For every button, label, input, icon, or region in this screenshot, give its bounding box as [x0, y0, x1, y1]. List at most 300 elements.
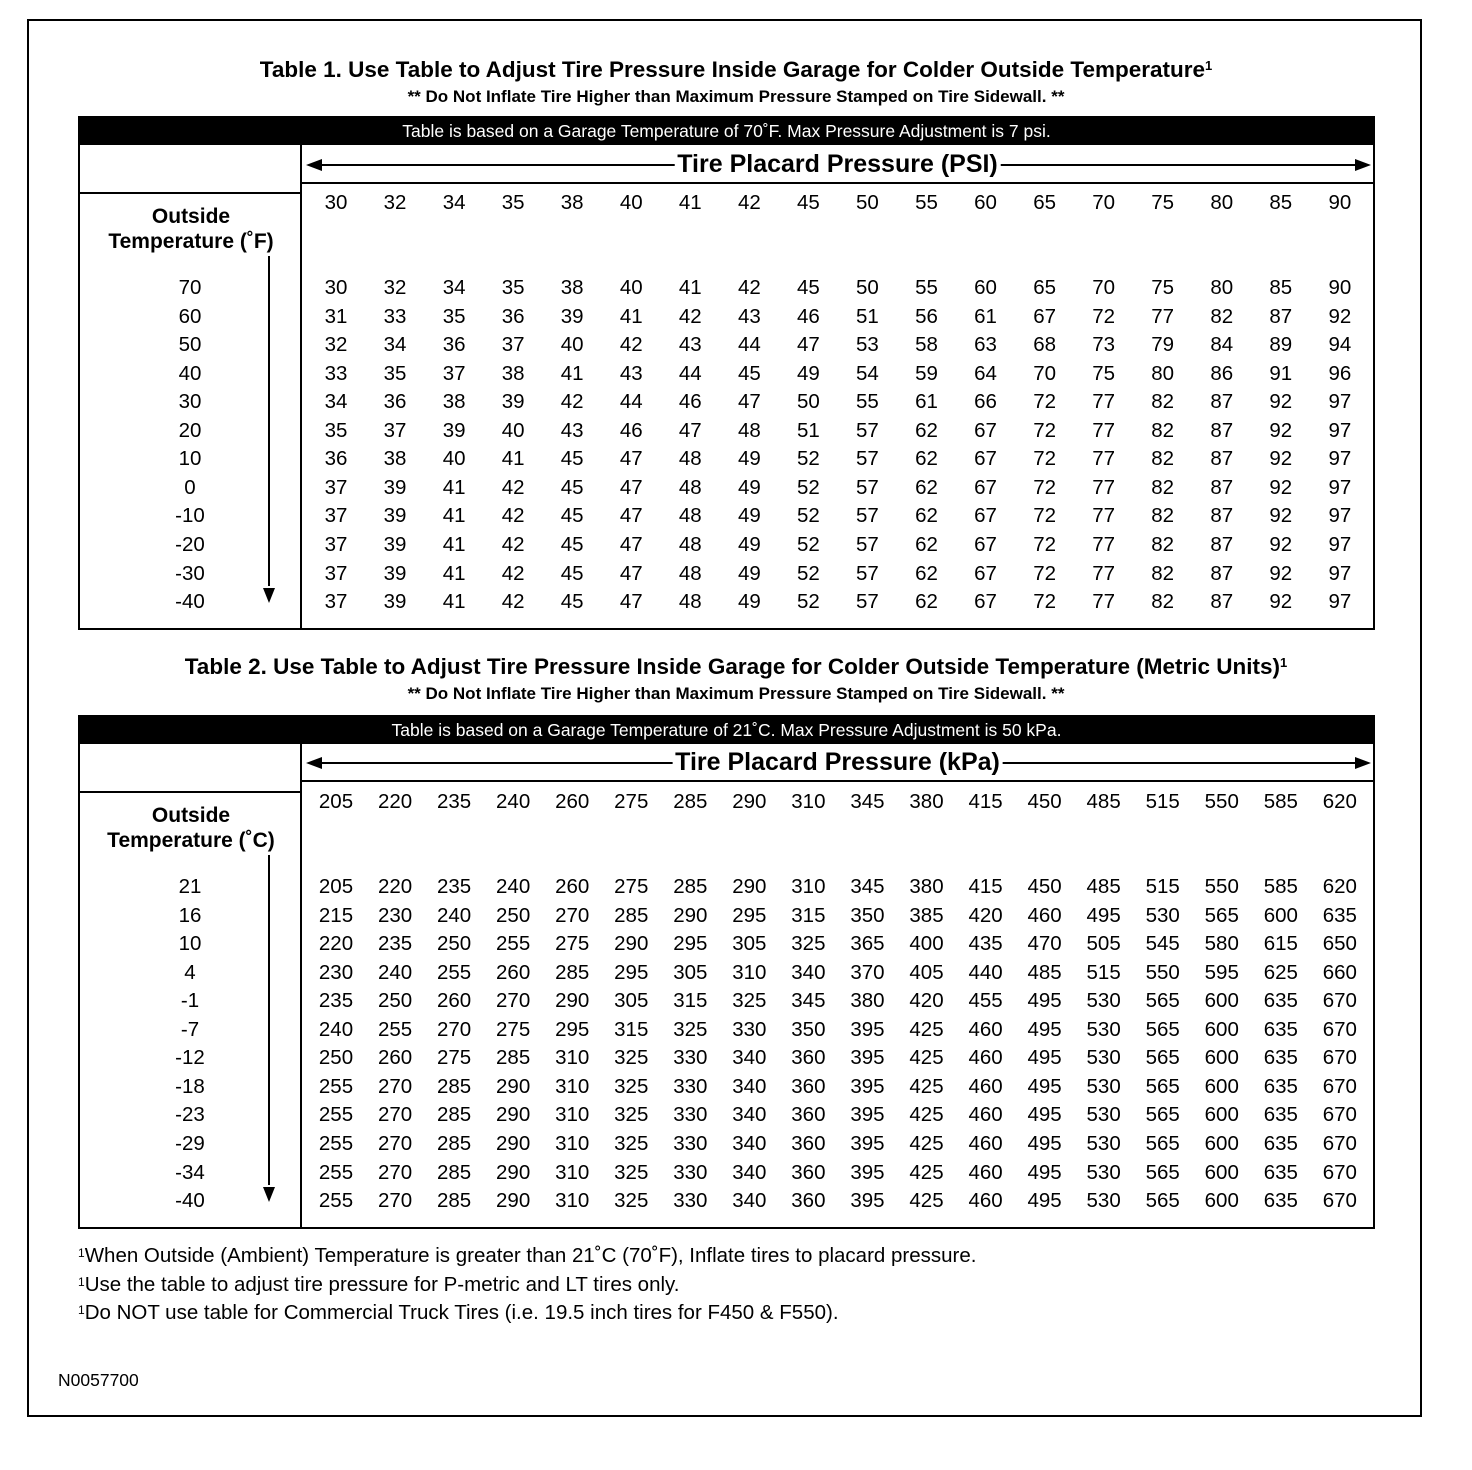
- table2-pressure-cell: 495: [1027, 1103, 1062, 1127]
- table2-pressure-cell: 600: [1204, 1074, 1239, 1098]
- table2-temperature-cell: -1: [180, 989, 200, 1013]
- table1-pressure-cell: 91: [1269, 361, 1293, 385]
- table1-pressure-cell: 92: [1269, 532, 1293, 556]
- table2-column-header: 275: [614, 790, 649, 813]
- table1-pressure-cell: 37: [501, 333, 525, 357]
- table1-pressure-cell: 30: [324, 276, 348, 299]
- table2-column-header: 260: [555, 790, 590, 813]
- table1-pressure-cell: 72: [1092, 304, 1116, 328]
- table2-pressure-cell: 340: [732, 1189, 767, 1213]
- table2-pressure-cell: 395: [850, 1017, 885, 1041]
- table1-pressure-cell: 97: [1328, 590, 1352, 614]
- table2-pressure-cell: 270: [377, 1189, 413, 1213]
- table2-pressure-cell: 255: [377, 1017, 413, 1041]
- table2-pressure-cell: 440: [968, 960, 1003, 984]
- table2-pressure-cell: 330: [673, 1074, 708, 1098]
- table1-title-footnote-mark: 1: [1205, 58, 1213, 73]
- table2-pressure-cell: 450: [1027, 875, 1062, 898]
- down-arrow-line: [268, 855, 270, 1185]
- table2-pressure-cell: 495: [1027, 1160, 1062, 1184]
- table1-temperature-cell: 20: [178, 418, 202, 442]
- table2-column-header: 205: [318, 790, 354, 813]
- table2-pressure-cell: 295: [614, 960, 649, 984]
- table2-pressure-cell: 250: [377, 989, 413, 1013]
- table2-pressure-cell: 550: [1145, 960, 1180, 984]
- table1-pressure-cell: 49: [737, 590, 761, 614]
- table1-pressure-cell: 50: [796, 390, 820, 414]
- table1: [78, 116, 1375, 630]
- table1-pressure-cell: 92: [1269, 447, 1293, 471]
- table1-pressure-cell: 35: [383, 361, 407, 385]
- table1-banner: Table is based on a Garage Temperature of 70˚F. Max Pressure Adjustment is 7 psi.: [80, 118, 1373, 145]
- table2-pressure-cell: 600: [1204, 1046, 1239, 1070]
- table1-pressure-cell: 45: [796, 276, 820, 299]
- table2-pressure-cell: 260: [377, 1046, 413, 1070]
- table2-pressure-cell: 350: [791, 1017, 826, 1041]
- table1-pressure-cell: 87: [1210, 418, 1234, 442]
- table1-pressure-cell: 51: [796, 418, 820, 442]
- table2-pressure-cell: 295: [673, 932, 708, 956]
- footnote-3-text: Do NOT use table for Commercial Truck Tires (i.e. 19.5 inch tires for F450 & F550).: [84, 1301, 839, 1324]
- table1-pressure-cell: 97: [1328, 390, 1352, 414]
- table2-pressure-cell: 550: [1204, 875, 1239, 898]
- table2-pressure-cell: 230: [318, 960, 354, 984]
- table2-pressure-cell: 340: [732, 1103, 767, 1127]
- table1-pressure-cell: 87: [1210, 561, 1234, 585]
- table1-pressure-cell: 52: [796, 532, 820, 556]
- table2-pressure-cell: 205: [318, 875, 354, 898]
- table1-pressure-cell: 65: [1033, 276, 1056, 299]
- table2-pressure-cell: 330: [673, 1160, 708, 1184]
- table1-pressure-cell: 38: [560, 276, 584, 299]
- table1-pressure-cell: 64: [974, 361, 997, 385]
- table2-pressure-cell: 395: [850, 1131, 885, 1155]
- table1-pressure-cell: 97: [1328, 475, 1352, 499]
- footnote-1-text: When Outside (Ambient) Temperature is greater than 21˚C (70˚F), Inflate tires to placard pressure.: [84, 1244, 977, 1267]
- table1-pressure-cell: 77: [1092, 504, 1116, 528]
- table2-pressure-cell: 325: [732, 989, 767, 1013]
- table1-column-header: 42: [737, 191, 761, 214]
- table1-pressure-cell: 43: [560, 418, 584, 442]
- table1-pressure-cell: 41: [442, 475, 466, 499]
- table2-column-header: 345: [850, 790, 885, 813]
- table2-pressure-cell: 600: [1204, 1103, 1239, 1127]
- table2-pressure-cell: 270: [555, 903, 590, 927]
- footnote-2-mark: 1: [78, 1275, 85, 1289]
- table2-pressure-cell: 635: [1263, 1017, 1298, 1041]
- table2-pressure-cell: 395: [850, 1074, 885, 1098]
- table2-pressure-cell: 350: [850, 903, 885, 927]
- table1-pressure-cell: 55: [915, 276, 938, 299]
- table1-pressure-cell: 92: [1328, 304, 1352, 328]
- table1-pressure-cell: 87: [1210, 532, 1234, 556]
- table1-temperature-cell: 40: [178, 361, 202, 385]
- table1-pressure-cell: 46: [619, 418, 643, 442]
- table2-pressure-cell: 255: [318, 1189, 354, 1213]
- table1-pressure-cell: 46: [796, 304, 820, 328]
- table1-column-header: 40: [619, 191, 643, 214]
- table1-pressure-cell: 40: [442, 447, 466, 471]
- table2-pressure-cell: 330: [673, 1189, 708, 1213]
- table2-temperature-cell: 10: [178, 932, 202, 956]
- table1-pressure-cell: 39: [442, 418, 466, 442]
- table2-pressure-cell: 240: [436, 903, 472, 927]
- table1-pressure-cell: 42: [501, 590, 525, 614]
- table2-pressure-cell: 330: [732, 1017, 767, 1041]
- table2-pressure-cell: 285: [673, 875, 708, 898]
- table1-pressure-cell: 56: [915, 304, 938, 328]
- table2-pressure-cell: 405: [909, 960, 944, 984]
- table1-pressure-cell: 41: [442, 504, 466, 528]
- table2-pressure-cell: 530: [1145, 903, 1180, 927]
- table2-pressure-cell: 670: [1322, 1160, 1357, 1184]
- table2-pressure-cell: 275: [496, 1017, 531, 1041]
- table2-column-header: 550: [1204, 790, 1239, 813]
- table1-pressure-cell: 55: [856, 390, 879, 414]
- table2-pressure-cell: 485: [1086, 875, 1121, 898]
- table2-row-header-line2: Temperature (˚C): [107, 829, 275, 852]
- table2-pressure-cell: 255: [318, 1103, 354, 1127]
- table1-pressure-cell: 35: [501, 276, 525, 299]
- table1-temperature-cell: 50: [178, 333, 202, 357]
- table2-pressure-cell: 305: [732, 932, 767, 956]
- table2-pressure-cell: 395: [850, 1160, 885, 1184]
- table2-pressure-cell: 330: [673, 1131, 708, 1155]
- table1-pressure-cell: 37: [324, 590, 348, 614]
- table1-pressure-cell: 40: [501, 418, 525, 442]
- table1-pressure-cell: 42: [678, 304, 702, 328]
- table1-temperature-cell: 0: [184, 475, 196, 499]
- table1-pressure-cell: 48: [678, 504, 702, 528]
- table1-temperature-cell: -20: [175, 532, 205, 556]
- table1-pressure-cell: 45: [560, 504, 584, 528]
- table1-pressure-cell: 45: [560, 561, 584, 585]
- table2-pressure-cell: 330: [673, 1103, 708, 1127]
- table2-pressure-cell: 360: [791, 1103, 826, 1127]
- table2-pressure-cell: 275: [436, 1046, 472, 1070]
- table2-pressure-cell: 415: [968, 875, 1003, 898]
- table2-pressure-cell: 285: [555, 960, 590, 984]
- table1-pressure-cell: 39: [383, 475, 407, 499]
- table1-pressure-cell: 87: [1210, 590, 1234, 614]
- table1-pressure-cell: 48: [737, 418, 761, 442]
- table2-pressure-cell: 420: [909, 989, 944, 1013]
- table1-pressure-cell: 34: [442, 276, 466, 299]
- table2-column-header: 310: [791, 790, 826, 813]
- table2-pressure-cell: 530: [1086, 1103, 1121, 1127]
- table2-pressure-cell: 395: [850, 1103, 885, 1127]
- table1-pressure-cell: 92: [1269, 390, 1293, 414]
- table2-pressure-cell: 310: [555, 1103, 590, 1127]
- table2-pressure-cell: 260: [436, 989, 472, 1013]
- table1-pressure-cell: 72: [1033, 418, 1056, 442]
- table1-pressure-cell: 63: [974, 333, 997, 357]
- table1-pressure-cell: 97: [1328, 504, 1352, 528]
- table1-title: [0, 57, 1472, 83]
- table1-pressure-cell: 47: [737, 390, 761, 414]
- table1-pressure-cell: 47: [619, 532, 643, 556]
- table2-pressure-cell: 270: [377, 1074, 413, 1098]
- table2-pressure-cell: 425: [909, 1160, 944, 1184]
- table2-temperature-cell: -40: [175, 1189, 205, 1213]
- table1-pressure-cell: 31: [324, 304, 348, 328]
- table2-pressure-cell: 235: [436, 875, 472, 898]
- table2-title-text: Table 2. Use Table to Adjust Tire Pressure Inside Garage for Colder Outside Temperature (Metric Units): [184, 654, 1281, 679]
- table2-pressure-cell: 530: [1086, 989, 1121, 1013]
- table1-pressure-cell: 42: [619, 333, 643, 357]
- footnote-3: [78, 1301, 839, 1325]
- table2-pressure-cell: 360: [791, 1131, 826, 1155]
- table1-pressure-cell: 70: [1033, 361, 1056, 385]
- table2-pressure-cell: 600: [1204, 1131, 1239, 1155]
- table1-pressure-cell: 61: [915, 390, 938, 414]
- table2-pressure-cell: 565: [1145, 1046, 1180, 1070]
- table1-pressure-cell: 37: [324, 532, 348, 556]
- table2-pressure-cell: 425: [909, 1131, 944, 1155]
- table2-pressure-cell: 235: [318, 989, 354, 1013]
- table1-pressure-cell: 41: [442, 561, 466, 585]
- table1-pressure-cell: 77: [1092, 590, 1116, 614]
- table1-pressure-cell: 97: [1328, 561, 1352, 585]
- table2-pressure-cell: 400: [909, 932, 944, 956]
- table1-pressure-cell: 43: [737, 304, 761, 328]
- table1-pressure-cell: 39: [383, 532, 407, 556]
- table2-pressure-cell: 360: [791, 1189, 826, 1213]
- table2-pressure-cell: 340: [732, 1074, 767, 1098]
- table2-placard-header: [302, 745, 1373, 781]
- table1-column-header: 90: [1328, 191, 1352, 214]
- table1-pressure-cell: 37: [324, 475, 348, 499]
- table2-pressure-cell: 565: [1145, 1131, 1180, 1155]
- table1-pressure-cell: 39: [501, 390, 525, 414]
- table1-pressure-cell: 97: [1328, 447, 1352, 471]
- table2-column-header: 415: [968, 790, 1003, 813]
- down-arrow-line: [268, 256, 270, 586]
- table2-header-rule: [80, 791, 300, 793]
- table1-pressure-cell: 40: [619, 276, 643, 299]
- table2-pressure-cell: 635: [1263, 1046, 1298, 1070]
- table1-pressure-cell: 45: [560, 447, 584, 471]
- down-arrow-icon: [263, 1187, 275, 1202]
- table2-subtitle: ** Do Not Inflate Tire Higher than Maximum Pressure Stamped on Tire Sidewall. **: [407, 684, 1065, 703]
- table2-pressure-cell: 290: [555, 989, 590, 1013]
- table1-pressure-cell: 45: [737, 361, 761, 385]
- table1-title-text: Table 1. Use Table to Adjust Tire Pressure Inside Garage for Colder Outside Temperature: [259, 57, 1206, 82]
- table2-pressure-cell: 240: [496, 875, 531, 898]
- table1-column-header: 41: [678, 191, 702, 214]
- table1-pressure-cell: 82: [1210, 304, 1234, 328]
- table2-column-header: 585: [1263, 790, 1298, 813]
- table2-pressure-cell: 270: [377, 1103, 413, 1127]
- table2-pressure-cell: 470: [1027, 932, 1062, 956]
- table1-pressure-cell: 58: [915, 333, 938, 357]
- table2-pressure-cell: 460: [968, 1189, 1003, 1213]
- table2-pressure-cell: 530: [1086, 1046, 1121, 1070]
- table2-pressure-cell: 345: [791, 989, 826, 1013]
- table1-pressure-cell: 47: [619, 475, 643, 499]
- table1-temperature-cell: 30: [178, 390, 202, 414]
- table1-pressure-cell: 72: [1033, 475, 1056, 499]
- table2-pressure-cell: 600: [1204, 1189, 1239, 1213]
- table2-pressure-cell: 395: [850, 1189, 885, 1213]
- table2-column-header: 220: [377, 790, 413, 813]
- table1-pressure-cell: 36: [501, 304, 525, 328]
- table1-pressure-cell: 77: [1092, 532, 1116, 556]
- table2-pressure-cell: 615: [1263, 932, 1298, 956]
- table1-pressure-cell: 87: [1210, 447, 1234, 471]
- table1-pressure-cell: 82: [1151, 532, 1175, 556]
- table2-pressure-cell: 425: [909, 1046, 944, 1070]
- table2-pressure-cell: 325: [614, 1189, 649, 1213]
- table2-pressure-cell: 310: [555, 1189, 590, 1213]
- table1-pressure-cell: 62: [915, 475, 938, 499]
- table1-column-header: 60: [974, 191, 997, 214]
- table1-pressure-cell: 67: [974, 504, 997, 528]
- table1-pressure-cell: 87: [1210, 504, 1234, 528]
- table2-pressure-cell: 380: [850, 989, 885, 1013]
- table1-pressure-cell: 48: [678, 590, 702, 614]
- table2-pressure-cell: 285: [436, 1131, 472, 1155]
- table2-pressure-cell: 515: [1086, 960, 1121, 984]
- table2-temperature-cell: 16: [178, 903, 202, 927]
- table1-placard-header: [302, 147, 1373, 183]
- table1-pressure-cell: 40: [560, 333, 584, 357]
- table1-pressure-cell: 80: [1210, 276, 1234, 299]
- table2-pressure-cell: 395: [850, 1046, 885, 1070]
- table1-pressure-cell: 66: [974, 390, 997, 414]
- table1-pressure-cell: 42: [737, 276, 761, 299]
- table1-pressure-cell: 67: [974, 447, 997, 471]
- table1-pressure-cell: 45: [560, 532, 584, 556]
- table1-pressure-cell: 92: [1269, 590, 1293, 614]
- table2-pressure-cell: 530: [1086, 1189, 1121, 1213]
- table1-pressure-cell: 72: [1033, 447, 1056, 471]
- table2-pressure-cell: 360: [791, 1046, 826, 1070]
- table2-pressure-cell: 495: [1027, 1046, 1062, 1070]
- table2-pressure-cell: 360: [791, 1160, 826, 1184]
- table2-pressure-cell: 565: [1145, 1074, 1180, 1098]
- table2-pressure-cell: 515: [1145, 875, 1180, 898]
- table1-pressure-cell: 42: [560, 390, 584, 414]
- table2-pressure-cell: 670: [1322, 1189, 1357, 1213]
- table1-pressure-cell: 41: [501, 447, 525, 471]
- table2-pressure-cell: 285: [436, 1103, 472, 1127]
- table1-pressure-cell: 41: [442, 590, 466, 614]
- table2-pressure-cell: 670: [1322, 989, 1357, 1013]
- table1-pressure-cell: 49: [737, 447, 761, 471]
- table1-pressure-cell: 67: [974, 561, 997, 585]
- table2-column-header: 285: [673, 790, 708, 813]
- table2-pressure-cell: 290: [496, 1189, 531, 1213]
- table2-pressure-cell: 530: [1086, 1074, 1121, 1098]
- table2-pressure-cell: 315: [614, 1017, 649, 1041]
- table1-pressure-cell: 72: [1033, 504, 1056, 528]
- table2-pressure-cell: 495: [1027, 989, 1062, 1013]
- table2-pressure-cell: 600: [1204, 989, 1239, 1013]
- table1-row-header-line1: Outside: [151, 205, 231, 228]
- table1-placard-label: Tire Placard Pressure (PSI): [674, 148, 1001, 180]
- table1-pressure-cell: 96: [1328, 361, 1352, 385]
- table1-pressure-cell: 52: [796, 504, 820, 528]
- table2-pressure-cell: 285: [436, 1074, 472, 1098]
- table2-pressure-cell: 365: [850, 932, 885, 956]
- table2-column-header: 515: [1145, 790, 1180, 813]
- table2-pressure-cell: 530: [1086, 1131, 1121, 1155]
- table1-pressure-cell: 50: [856, 276, 879, 299]
- table1-subtitle: ** Do Not Inflate Tire Higher than Maximum Pressure Stamped on Tire Sidewall. **: [407, 87, 1065, 106]
- table1-pressure-cell: 35: [442, 304, 466, 328]
- table1-temperature-cell: 70: [178, 276, 202, 299]
- table1-pressure-cell: 75: [1092, 361, 1116, 385]
- table1-pressure-cell: 57: [856, 475, 879, 499]
- table1-pressure-cell: 57: [856, 504, 879, 528]
- table1-pressure-cell: 82: [1151, 475, 1175, 499]
- table1-pressure-cell: 41: [560, 361, 584, 385]
- table1-pressure-cell: 39: [560, 304, 584, 328]
- table2-pressure-cell: 380: [909, 875, 944, 898]
- table2-pressure-cell: 270: [377, 1131, 413, 1155]
- table2-pressure-cell: 285: [496, 1046, 531, 1070]
- table2-pressure-cell: 325: [614, 1160, 649, 1184]
- table2-pressure-cell: 620: [1322, 875, 1357, 898]
- table2-pressure-cell: 635: [1263, 1131, 1298, 1155]
- table1-pressure-cell: 57: [856, 561, 879, 585]
- table2-temperature-cell: -18: [175, 1074, 205, 1098]
- table1-pressure-cell: 84: [1210, 333, 1234, 357]
- table1-pressure-cell: 33: [324, 361, 348, 385]
- table1-pressure-cell: 68: [1033, 333, 1056, 357]
- table1-pressure-cell: 60: [974, 276, 997, 299]
- table2-pressure-cell: 660: [1322, 960, 1357, 984]
- table1-pressure-cell: 77: [1092, 447, 1116, 471]
- table1-pressure-cell: 43: [678, 333, 702, 357]
- table1-pressure-cell: 62: [915, 532, 938, 556]
- table2-placard-label: Tire Placard Pressure (kPa): [672, 746, 1003, 778]
- table1-pressure-cell: 89: [1269, 333, 1293, 357]
- table2-pressure-cell: 545: [1145, 932, 1180, 956]
- table1-pressure-cell: 42: [501, 504, 525, 528]
- table2-pressure-cell: 495: [1086, 903, 1121, 927]
- table1-pressure-cell: 62: [915, 561, 938, 585]
- table1-pressure-cell: 32: [324, 333, 348, 357]
- table1-pressure-cell: 86: [1210, 361, 1234, 385]
- table1-pressure-cell: 47: [678, 418, 702, 442]
- table1-pressure-cell: 79: [1151, 333, 1175, 357]
- table2-pressure-cell: 485: [1027, 960, 1062, 984]
- table2-pressure-cell: 385: [909, 903, 944, 927]
- table2-pressure-cell: 315: [791, 903, 826, 927]
- table2-pressure-cell: 285: [614, 903, 649, 927]
- table1-temperature-cell: -40: [175, 590, 205, 614]
- table2-pressure-cell: 460: [968, 1131, 1003, 1155]
- table2-pressure-cell: 585: [1263, 875, 1298, 898]
- table1-pressure-cell: 62: [915, 590, 938, 614]
- table1-pressure-cell: 80: [1151, 361, 1175, 385]
- table1-column-header: 35: [501, 191, 525, 214]
- table2-pressure-cell: 310: [555, 1131, 590, 1155]
- table1-column-header: 80: [1210, 191, 1234, 214]
- table1-pressure-cell: 42: [501, 561, 525, 585]
- table1-temperature-cell: 60: [178, 304, 202, 328]
- table1-pressure-cell: 43: [619, 361, 643, 385]
- table1-column-header: 34: [442, 191, 466, 214]
- table1-pressure-cell: 61: [974, 304, 997, 328]
- table1-pressure-cell: 42: [501, 532, 525, 556]
- table2-pressure-cell: 285: [436, 1189, 472, 1213]
- table2-pressure-cell: 580: [1204, 932, 1239, 956]
- table2-pressure-cell: 460: [968, 1074, 1003, 1098]
- table2-pressure-cell: 530: [1086, 1160, 1121, 1184]
